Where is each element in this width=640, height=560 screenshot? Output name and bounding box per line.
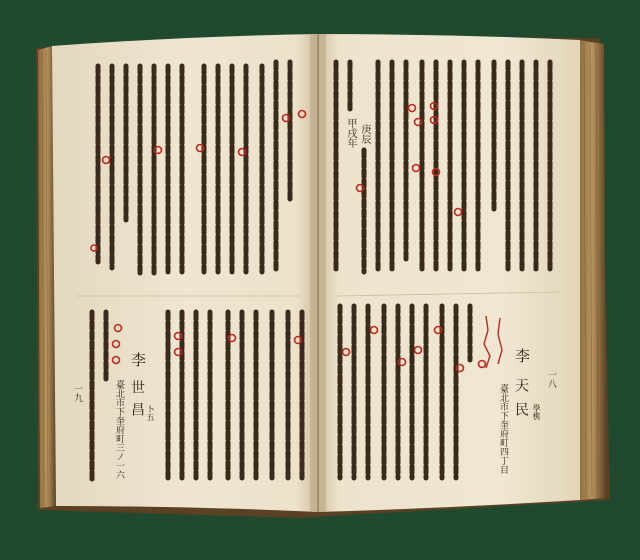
right-page-number: 一八 — [546, 370, 556, 388]
right-heading-gengchen: 庚辰 — [359, 124, 370, 144]
left-page-number: 一九 — [72, 384, 82, 402]
right-author-name-bottom: 民 — [513, 402, 529, 416]
left-author-address: 臺北市下奎府町三ノ一六 — [114, 380, 124, 479]
left-author-name-bottom: 昌 — [129, 402, 145, 416]
left-author-name-top: 李 — [129, 352, 147, 367]
right-author-address: 臺北市下奎府町四丁目 — [498, 384, 508, 474]
right-author-name-mid: 天 — [513, 378, 529, 392]
right-author-name-top: 李 — [513, 348, 531, 363]
right-author-style-name: 學樵 — [532, 404, 541, 420]
right-heading-jiaxu: 甲戌年 — [345, 118, 356, 148]
left-author-age-note: 卜五 — [146, 405, 155, 421]
left-author-name-mid: 世 — [129, 380, 145, 394]
